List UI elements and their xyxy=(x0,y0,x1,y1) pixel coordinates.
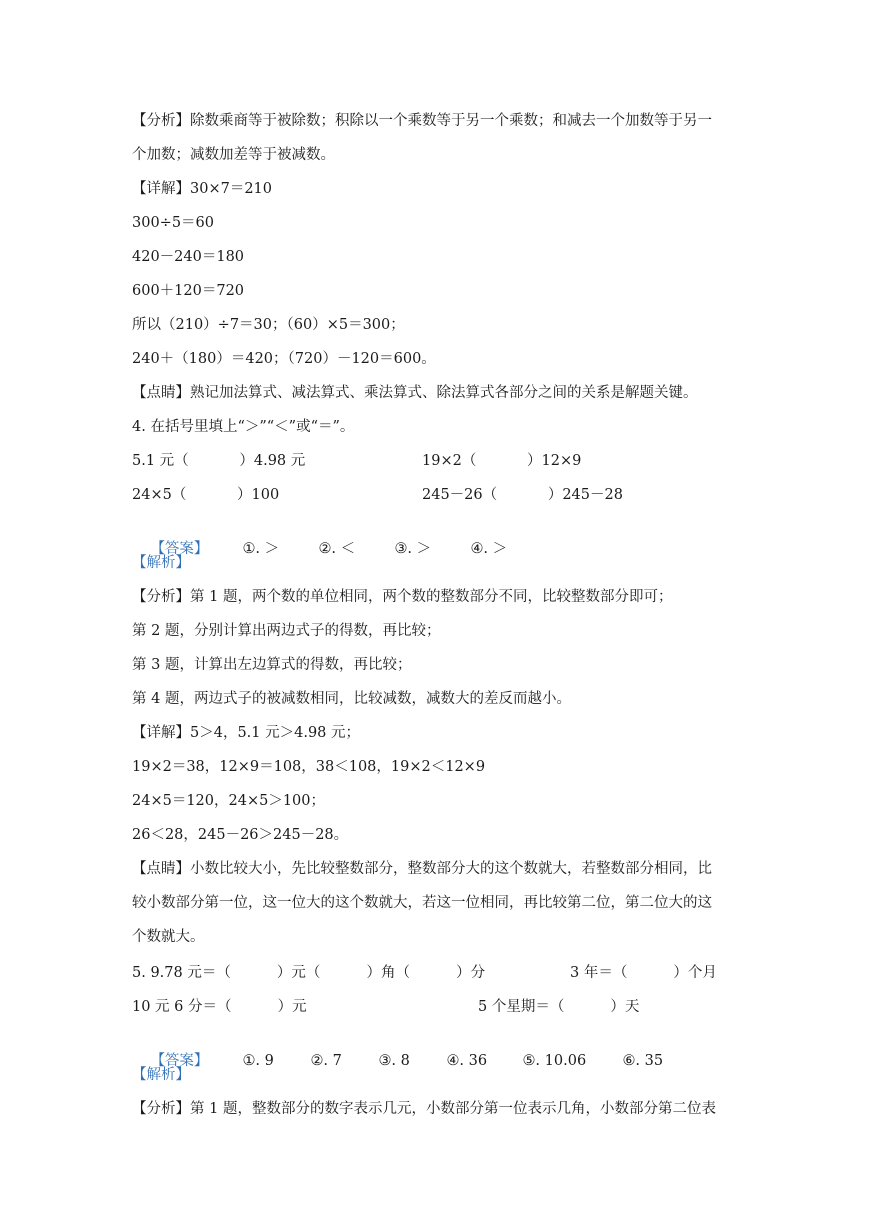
q4-analysis-line-1: 【分析】第 1 题，两个数的单位相同，两个数的整数部分不同，比较整数部分即可； xyxy=(132,589,673,605)
q5-item-2: 3 年＝（ ）个月 xyxy=(570,965,717,981)
answer-4: ④. ＞ xyxy=(470,541,508,557)
q4-item-4: 245－26（ ）245－28 xyxy=(422,487,623,503)
answer-label: 【答案】 xyxy=(150,1053,209,1069)
answer-2: ②. ＜ xyxy=(318,541,356,557)
q5-jiexi-label: 【解析】 xyxy=(132,1067,190,1083)
answer-3: ③. ＞ xyxy=(394,541,432,557)
q4-detail-line-2: 19×2＝38，12×9＝108，38＜108，19×2＜12×9 xyxy=(132,759,486,775)
q4-analysis-line-2: 第 2 题，分别计算出两边式子的得数，再比较； xyxy=(132,623,441,639)
answer-5: ⑤. 10.06 xyxy=(522,1053,587,1069)
q3-detail-line-1: 【详解】30×7＝210 xyxy=(132,181,273,197)
q4-detail-line-3: 24×5＝120，24×5＞100； xyxy=(132,793,326,809)
q3-analysis-line-1: 【分析】除数乘商等于被除数；积除以一个乘数等于另一个乘数；和减去一个加数等于另一 xyxy=(132,113,712,129)
q3-detail-line-6: 240＋（180）＝420；（720）－120＝600。 xyxy=(132,351,436,367)
q4-detail-line-4: 26＜28，245－26＞245－28。 xyxy=(132,827,349,843)
q3-detail-line-5: 所以（210）÷7＝30；（60）×5＝300； xyxy=(132,317,405,333)
q4-detail-line-1: 【详解】5＞4，5.1 元＞4.98 元； xyxy=(132,725,361,741)
q4-comment-line-2: 较小数部分第一位，这一位大的这个数就大，若这一位相同，再比较第二位，第二位大的这 xyxy=(132,895,712,911)
q3-detail-line-2: 300÷5＝60 xyxy=(132,215,215,231)
answer-label: 【答案】 xyxy=(150,541,209,557)
q4-comment-line-1: 【点睛】小数比较大小，先比较整数部分，整数部分大的这个数就大，若整数部分相同，比 xyxy=(132,861,712,877)
q4-comment-line-3: 个数就大。 xyxy=(132,929,205,945)
answer-3: ③. 8 xyxy=(378,1053,410,1069)
q5-item-3: 10 元 6 分＝（ ）元 xyxy=(132,999,307,1015)
q3-detail-line-4: 600＋120＝720 xyxy=(132,283,245,299)
q4-analysis-line-3: 第 3 题，计算出左边算式的得数，再比较； xyxy=(132,657,412,673)
q3-analysis-line-2: 个加数；减数加差等于被减数。 xyxy=(132,147,335,163)
q5-item-4: 5 个星期＝（ ）天 xyxy=(478,999,640,1015)
answer-1: ①. 9 xyxy=(242,1053,274,1069)
q4-jiexi-label: 【解析】 xyxy=(132,555,190,571)
q4-analysis-line-4: 第 4 题，两边式子的被减数相同，比较减数，减数大的差反而越小。 xyxy=(132,691,571,707)
q4-title: 4. 在括号里填上“＞”“＜”或“＝”。 xyxy=(132,419,355,435)
q5-item-1: 5. 9.78 元＝（ ）元（ ）角（ ）分 xyxy=(132,965,486,981)
answer-6: ⑥. 35 xyxy=(622,1053,664,1069)
q4-item-3: 24×5（ ）100 xyxy=(132,487,280,503)
q5-answer-row xyxy=(132,1031,663,1091)
q4-item-2: 19×2（ ）12×9 xyxy=(422,453,582,469)
q3-detail-line-3: 420－240＝180 xyxy=(132,249,245,265)
answer-2: ②. 7 xyxy=(310,1053,342,1069)
q3-comment: 【点睛】熟记加法算式、减法算式、乘法算式、除法算式各部分之间的关系是解题关键。 xyxy=(132,385,698,401)
answer-1: ①. ＞ xyxy=(242,541,280,557)
q5-analysis-line-1: 【分析】第 1 题，整数部分的数字表示几元，小数部分第一位表示几角，小数部分第二位表 xyxy=(132,1101,716,1117)
answer-4: ④. 36 xyxy=(446,1053,488,1069)
q4-item-1: 5.1 元（ ）4.98 元 xyxy=(132,453,306,469)
